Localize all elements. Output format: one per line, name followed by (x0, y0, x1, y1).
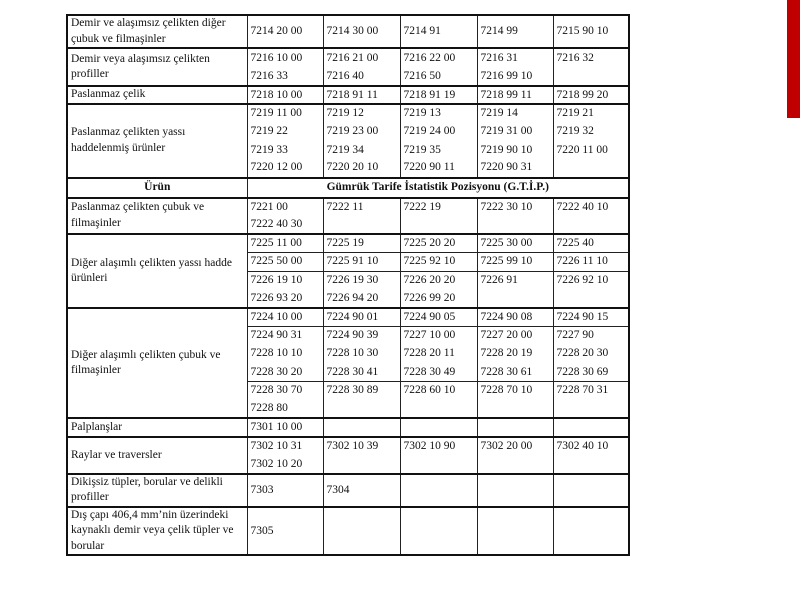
product-name: Palplanşlar (67, 418, 247, 437)
tariff-code (323, 216, 400, 234)
tariff-code: 7218 99 20 (553, 86, 629, 104)
tariff-code: 7302 10 90 (400, 437, 477, 455)
tariff-code: 7302 10 31 (247, 437, 323, 455)
tariff-code: 7222 19 (400, 198, 477, 216)
table-row (67, 198, 629, 216)
tariff-code: 7219 31 00 (477, 122, 553, 140)
header-product: Ürün (67, 178, 247, 198)
tariff-code: 7216 33 (247, 67, 323, 86)
tariff-code: 7219 14 (477, 104, 553, 122)
tariff-code: 7214 91 (400, 15, 477, 48)
tariff-code: 7221 00 (247, 198, 323, 216)
tariff-code: 7228 30 89 (323, 382, 400, 400)
tariff-code: 7225 11 00 (247, 234, 323, 252)
tariff-code (477, 455, 553, 473)
tariff-code: 7224 90 39 (323, 326, 400, 344)
tariff-code: 7226 91 (477, 271, 553, 289)
tariff-code: 7216 10 00 (247, 48, 323, 67)
tariff-code: 7218 91 11 (323, 86, 400, 104)
tariff-code (323, 418, 400, 437)
tariff-code (323, 400, 400, 418)
tariff-code: 7214 99 (477, 15, 553, 48)
tariff-code: 7302 10 20 (247, 455, 323, 473)
tariff-code: 7218 99 11 (477, 86, 553, 104)
tariff-code (400, 216, 477, 234)
product-name: Diğer alaşımlı çelikten yassı hadde ürünleri (67, 234, 247, 308)
product-name: Raylar ve traversler (67, 437, 247, 474)
tariff-code: 7219 22 (247, 122, 323, 140)
tariff-code (553, 418, 629, 437)
tariff-code: 7225 40 (553, 234, 629, 252)
table-row (67, 15, 629, 48)
tariff-code: 7304 (323, 474, 400, 507)
tariff-code (477, 507, 553, 556)
product-name: Paslanmaz çelikten çubuk ve filmaşinler (67, 198, 247, 235)
tariff-code: 7227 10 00 (400, 326, 477, 344)
tariff-code (323, 455, 400, 473)
tariff-code: 7216 31 (477, 48, 553, 67)
tariff-code: 7225 99 10 (477, 253, 553, 271)
tariff-code (400, 474, 477, 507)
tariff-code: 7222 30 10 (477, 198, 553, 216)
tariff-code: 7225 19 (323, 234, 400, 252)
tariff-code: 7219 24 00 (400, 122, 477, 140)
tariff-code: 7219 11 00 (247, 104, 323, 122)
tariff-table (66, 14, 630, 556)
table-row (67, 48, 629, 67)
tariff-code: 7227 90 (553, 326, 629, 344)
table-row (67, 308, 629, 326)
tariff-code: 7226 93 20 (247, 290, 323, 308)
tariff-code: 7301 10 00 (247, 418, 323, 437)
table-row (67, 437, 629, 455)
table-row (67, 234, 629, 252)
product-name: Demir veya alaşımsız çelikten profiller (67, 48, 247, 86)
tariff-code: 7228 30 20 (247, 363, 323, 381)
tariff-code: 7224 90 01 (323, 308, 400, 326)
tariff-code: 7219 35 (400, 141, 477, 159)
tariff-code (323, 507, 400, 556)
tariff-code: 7225 30 00 (477, 234, 553, 252)
tariff-code: 7220 12 00 (247, 159, 323, 177)
tariff-code (400, 418, 477, 437)
tariff-code: 7216 21 00 (323, 48, 400, 67)
tariff-code: 7224 90 05 (400, 308, 477, 326)
tariff-code: 7224 10 00 (247, 308, 323, 326)
tariff-code (477, 418, 553, 437)
tariff-code: 7222 40 10 (553, 198, 629, 216)
accent-bar (787, 0, 800, 118)
tariff-code: 7227 20 00 (477, 326, 553, 344)
tariff-code: 7225 50 00 (247, 253, 323, 271)
tariff-code (477, 474, 553, 507)
tariff-code: 7216 32 (553, 48, 629, 67)
tariff-code: 7228 30 70 (247, 382, 323, 400)
tariff-code: 7303 (247, 474, 323, 507)
tariff-code: 7219 34 (323, 141, 400, 159)
tariff-code: 7302 20 00 (477, 437, 553, 455)
tariff-code: 7228 70 31 (553, 382, 629, 400)
product-name: Paslanmaz çelik (67, 86, 247, 104)
tariff-code (477, 400, 553, 418)
tariff-code: 7219 23 00 (323, 122, 400, 140)
tariff-code (553, 474, 629, 507)
product-name: Dış çapı 406,4 mm’nin üzerindeki kaynaklı demir veya çelik tüpler ve borular (67, 507, 247, 556)
tariff-code: 7219 33 (247, 141, 323, 159)
tariff-code: 7305 (247, 507, 323, 556)
tariff-code: 7226 99 20 (400, 290, 477, 308)
tariff-code: 7225 20 20 (400, 234, 477, 252)
tariff-code (553, 159, 629, 177)
product-name: Demir ve alaşımsız çelikten diğer çubuk ve filmaşinler (67, 15, 247, 48)
table-row (67, 86, 629, 104)
tariff-code: 7228 30 49 (400, 363, 477, 381)
tariff-code: 7228 30 41 (323, 363, 400, 381)
tariff-code: 7216 99 10 (477, 67, 553, 86)
header-codes: Gümrük Tarife İstatistik Pozisyonu (G.T.İ.P.) (247, 178, 629, 198)
tariff-code: 7226 20 20 (400, 271, 477, 289)
tariff-code: 7228 20 30 (553, 345, 629, 363)
tariff-code (400, 455, 477, 473)
table-row (67, 474, 629, 507)
tariff-code: 7226 19 10 (247, 271, 323, 289)
header-row (67, 178, 629, 198)
tariff-code: 7228 60 10 (400, 382, 477, 400)
tariff-code: 7216 22 00 (400, 48, 477, 67)
tariff-code: 7214 20 00 (247, 15, 323, 48)
table-row (67, 507, 629, 556)
table-row (67, 418, 629, 437)
tariff-code: 7219 21 (553, 104, 629, 122)
tariff-code: 7216 50 (400, 67, 477, 86)
tariff-table-body (67, 15, 629, 555)
tariff-code (477, 216, 553, 234)
tariff-code: 7219 12 (323, 104, 400, 122)
tariff-code: 7225 91 10 (323, 253, 400, 271)
tariff-code: 7222 11 (323, 198, 400, 216)
tariff-code (400, 507, 477, 556)
tariff-code: 7226 19 30 (323, 271, 400, 289)
tariff-code (553, 455, 629, 473)
tariff-code: 7220 90 11 (400, 159, 477, 177)
tariff-code: 7224 90 15 (553, 308, 629, 326)
tariff-code: 7228 80 (247, 400, 323, 418)
tariff-code: 7220 11 00 (553, 141, 629, 159)
tariff-code (553, 216, 629, 234)
product-name: Diğer alaşımlı çelikten çubuk ve filmaşinler (67, 308, 247, 418)
tariff-code: 7228 20 19 (477, 345, 553, 363)
tariff-code (477, 290, 553, 308)
tariff-code (553, 507, 629, 556)
tariff-code: 7214 30 00 (323, 15, 400, 48)
tariff-code: 7219 13 (400, 104, 477, 122)
tariff-code: 7222 40 30 (247, 216, 323, 234)
tariff-code: 7224 90 31 (247, 326, 323, 344)
table-row (67, 104, 629, 122)
product-name: Paslanmaz çelikten yassı haddelenmiş ürünler (67, 104, 247, 178)
tariff-code: 7220 90 31 (477, 159, 553, 177)
tariff-code: 7228 30 69 (553, 363, 629, 381)
tariff-code (553, 400, 629, 418)
tariff-code: 7224 90 08 (477, 308, 553, 326)
tariff-code: 7216 40 (323, 67, 400, 86)
tariff-code: 7219 32 (553, 122, 629, 140)
tariff-code (400, 400, 477, 418)
tariff-code: 7219 90 10 (477, 141, 553, 159)
tariff-code: 7228 30 61 (477, 363, 553, 381)
tariff-code: 7302 10 39 (323, 437, 400, 455)
tariff-code: 7228 70 10 (477, 382, 553, 400)
tariff-code: 7228 10 10 (247, 345, 323, 363)
tariff-code: 7218 10 00 (247, 86, 323, 104)
tariff-code: 7226 92 10 (553, 271, 629, 289)
tariff-code: 7220 20 10 (323, 159, 400, 177)
tariff-code: 7226 11 10 (553, 253, 629, 271)
tariff-code (553, 67, 629, 86)
tariff-code: 7226 94 20 (323, 290, 400, 308)
tariff-code: 7302 40 10 (553, 437, 629, 455)
tariff-code (553, 290, 629, 308)
tariff-code: 7225 92 10 (400, 253, 477, 271)
tariff-code: 7228 20 11 (400, 345, 477, 363)
tariff-code: 7215 90 10 (553, 15, 629, 48)
product-name: Dikişsiz tüpler, borular ve delikli profiller (67, 474, 247, 507)
tariff-code: 7218 91 19 (400, 86, 477, 104)
tariff-code: 7228 10 30 (323, 345, 400, 363)
